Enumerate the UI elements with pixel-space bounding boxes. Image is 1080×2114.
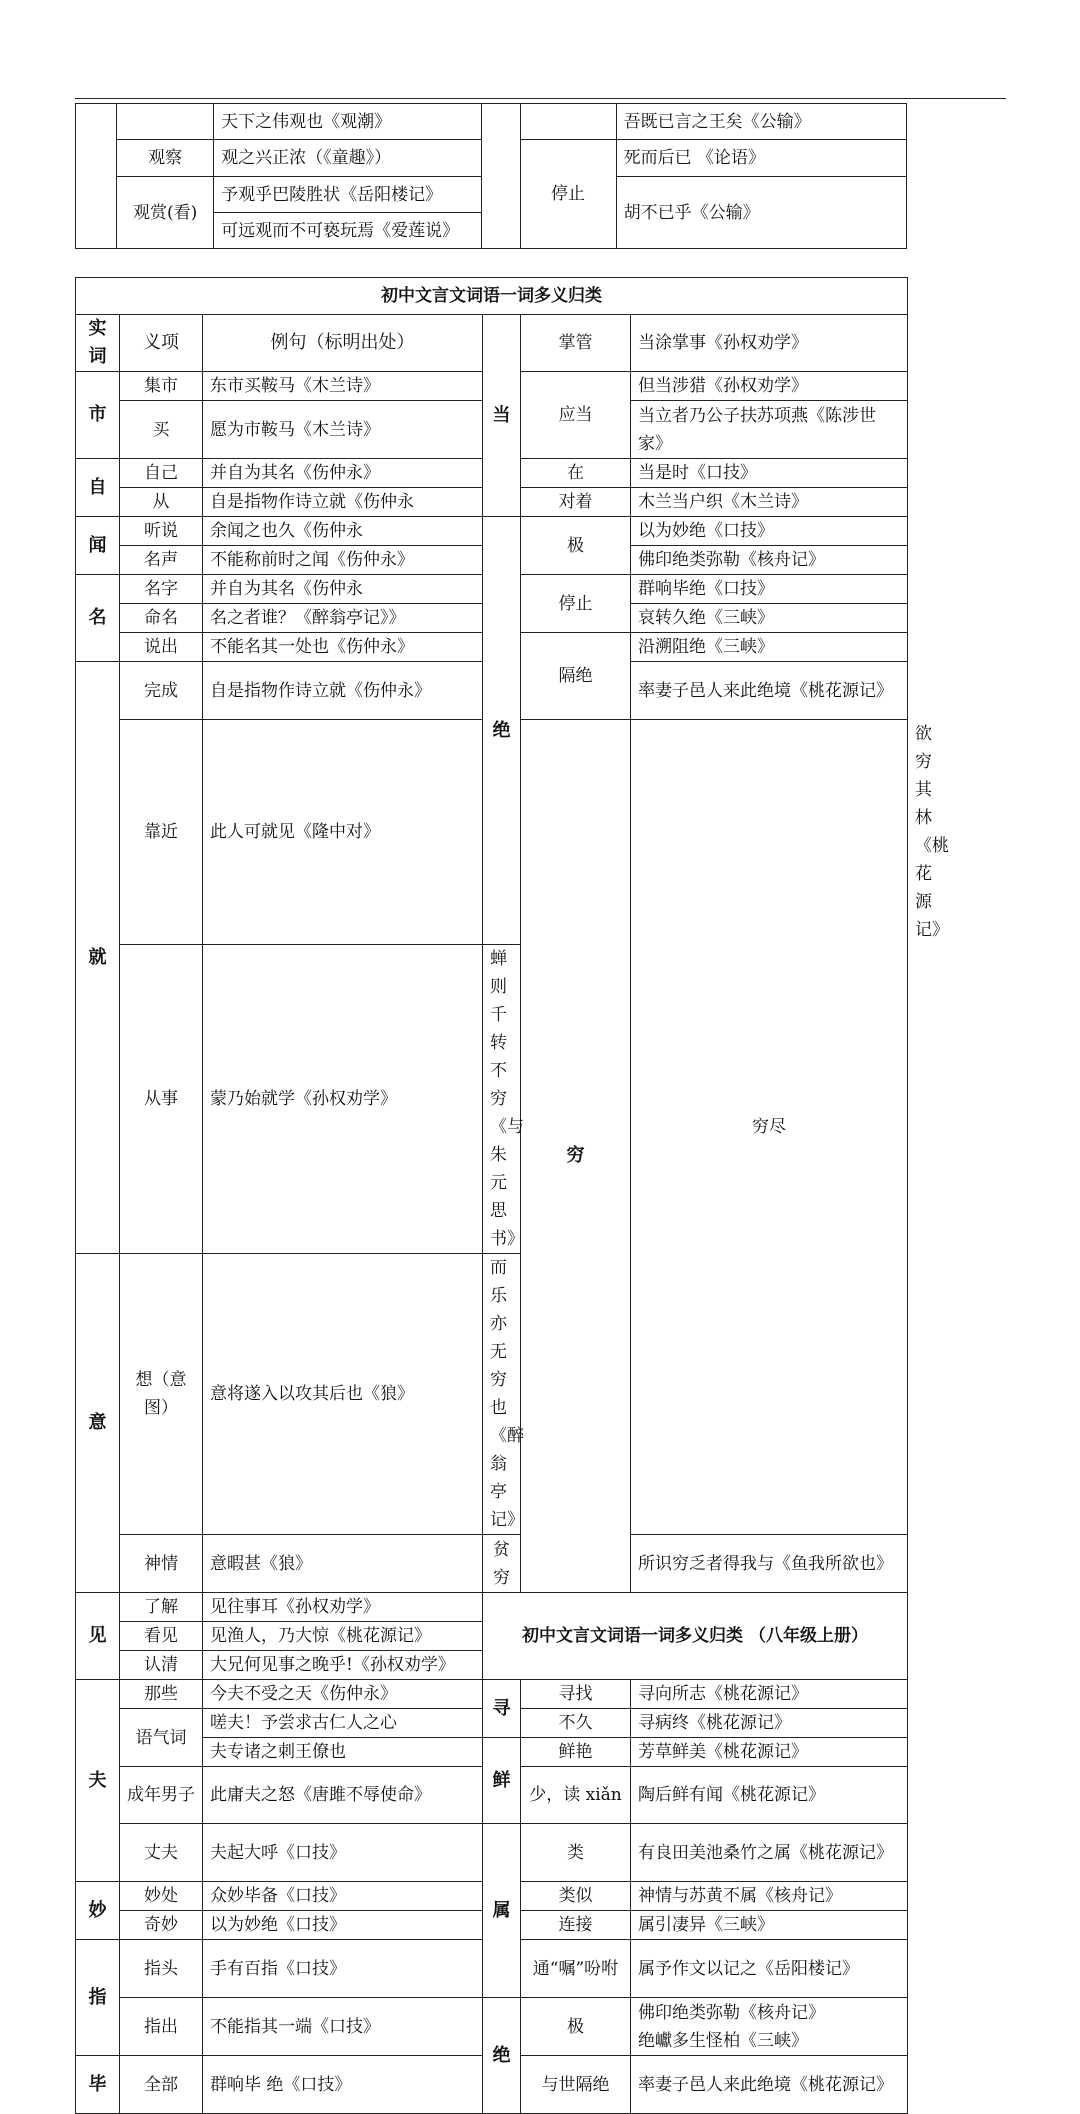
word-cell: 绝 [483,517,521,945]
table-row [76,1824,908,1882]
example-cell: 但当涉猎《孙权劝学》 [631,372,908,401]
example-cell: 死而后已 《论语》 [616,140,906,177]
example-cell: 并自为其名《伤仲永》 [203,459,483,488]
word-cell: 属 [483,1824,521,1998]
example-cell: 属引凄异《三峡》 [631,1911,908,1940]
meaning-cell: 认清 [120,1651,203,1680]
word-cell: 鲜 [483,1738,521,1824]
example-cell: 以为妙绝《口技》 [203,1911,483,1940]
example-cell: 众妙毕备《口技》 [203,1882,483,1911]
example-cell: 意暇甚《狼》 [203,1535,483,1593]
table-row [76,1593,908,1622]
meaning-cell: 名声 [120,546,203,575]
table-row [76,1680,908,1709]
example-cell: 嗟夫！予尝求古仁人之心 [203,1709,483,1738]
example-cell: 寻向所志《桃花源记》 [631,1680,908,1709]
meaning-cell: 妙处 [120,1882,203,1911]
word-cell: 名 [76,575,120,662]
meaning-cell: 指头 [120,1940,203,1998]
example-cell: 群响毕 绝《口技》 [203,2056,483,2114]
word-cell: 见 [76,1593,120,1680]
meaning-cell: 全部 [120,2056,203,2114]
example-cell: 而乐亦无穷也《醉翁亭记》 [483,1254,521,1535]
meaning-cell: 说出 [120,633,203,662]
example-cell: 见渔人，乃大惊《桃花源记》 [203,1622,483,1651]
example-cell: 东市买鞍马《木兰诗》 [203,372,483,401]
meaning-cell: 连接 [521,1911,631,1940]
example-cell: 群响毕绝《口技》 [631,575,908,604]
example-cell: 蝉则千转不穷《与朱元思书》 [483,945,521,1254]
example-cell: 蒙乃始就学《孙权劝学》 [203,945,483,1254]
meaning-cell: 观赏(看) [117,177,214,249]
table-title: 初中文言文词语一词多义归类 [76,278,908,315]
example-cell: 属予作文以记之《岳阳楼记》 [631,1940,908,1998]
table-row [76,1535,908,1593]
meaning-cell: 自己 [120,459,203,488]
table-row [76,517,908,546]
example-cell: 可远观而不可亵玩焉《爱莲说》 [214,213,482,249]
example-cell: 此人可就见《隆中对》 [203,720,483,945]
table-row [76,1998,908,2056]
meaning-cell: 不久 [521,1709,631,1738]
word-cell: 穷 [521,720,631,1593]
word-cell: 当 [483,315,521,517]
example-cell: 并自为其名《伤仲永 [203,575,483,604]
example-cell: 手有百指《口技》 [203,1940,483,1998]
meaning-cell: 贫穷 [483,1535,521,1593]
continuation-table [75,103,907,249]
header-meaning: 义项 [120,315,203,372]
example-cell: 寻病终《桃花源记》 [631,1709,908,1738]
meaning-cell: 类 [521,1824,631,1882]
meaning-cell: 类似 [521,1882,631,1911]
header-example: 例句（标明出处） [203,315,483,372]
example-cell: 有良田美池桑竹之属《桃花源记》 [631,1824,908,1882]
meaning-cell: 听说 [120,517,203,546]
example-cell: 不能称前时之闻《伤仲永》 [203,546,483,575]
example-cell: 予观乎巴陵胜状《岳阳楼记》 [214,177,482,213]
example-cell: 见往事耳《孙权劝学》 [203,1593,483,1622]
word-cell [482,104,520,249]
word-cell: 夫 [76,1680,120,1882]
example-cell: 此庸夫之怒《唐雎不辱使命》 [203,1767,483,1824]
example-cell: 大兄何见事之晚乎!《孙权劝学》 [203,1651,483,1680]
example-cell: 观之兴正浓（《童趣》） [214,140,482,177]
example-cell: 天下之伟观也《观潮》 [214,104,482,140]
example-cell: 所识穷乏者得我与《鱼我所欲也》 [631,1535,908,1593]
meaning-cell: 极 [521,1998,631,2056]
example-cell: 率妻子邑人来此绝境《桃花源记》 [631,662,908,720]
meaning-cell: 对着 [521,488,631,517]
meaning-cell: 从事 [120,945,203,1254]
meaning-cell: 少，读 xiǎn [521,1767,631,1824]
example-cell: 以为妙绝《口技》 [631,517,908,546]
example-cell: 胡不已乎《公输》 [616,177,906,249]
example-cell: 自是指物作诗立就《伤仲永 [203,488,483,517]
meaning-cell: 在 [521,459,631,488]
polysemy-table [75,277,950,2114]
word-cell: 闻 [76,517,120,575]
meaning-cell: 完成 [120,662,203,720]
meaning-cell: 那些 [120,1680,203,1709]
example-cell: 吾既已言之王矣《公输》 [616,104,906,140]
example-cell: 当涂掌事《孙权劝学》 [631,315,908,372]
word-cell: 毕 [76,2056,120,2114]
example-cell: 夫起大呼《口技》 [203,1824,483,1882]
example-cell: 芳草鲜美《桃花源记》 [631,1738,908,1767]
example-cell: 自是指物作诗立就《伤仲永》 [203,662,483,720]
meaning-cell: 名字 [120,575,203,604]
meaning-cell: 从 [120,488,203,517]
meaning-cell: 停止 [521,575,631,633]
meaning-cell: 想（意图） [120,1254,203,1535]
example-cell: 意将遂入以攻其后也《狼》 [203,1254,483,1535]
word-cell: 寻 [483,1680,521,1738]
meaning-cell: 隔绝 [521,633,631,720]
section-subtitle: 初中文言文词语一词多义归类 （八年级上册） [483,1593,908,1680]
example-cell: 夫专诸之刺王僚也 [203,1738,483,1767]
meaning-cell: 寻找 [521,1680,631,1709]
table-row [76,104,907,140]
word-cell [76,104,117,249]
meaning-cell: 命名 [120,604,203,633]
example-cell: 当立者乃公子扶苏项燕《陈涉世家》 [631,401,908,459]
meaning-cell: 神情 [120,1535,203,1593]
table-row: 靠近 此人可就见《隆中对》 穷 穷尽 欲穷其林《桃花源记》 [76,720,908,945]
example-line: 绝巘多生怪柏《三峡》 [638,2030,808,2051]
table-title-row [76,278,908,315]
example-cell: 愿为市鞍马《木兰诗》 [203,401,483,459]
example-cell: 木兰当户织《木兰诗》 [631,488,908,517]
example-cell: 率妻子邑人来此绝境《桃花源记》 [631,2056,908,2114]
meaning-cell: 通“嘱”吩咐 [521,1940,631,1998]
meaning-cell: 看见 [120,1622,203,1651]
meaning-cell: 成年男子 [120,1767,203,1824]
meaning-cell: 鲜艳 [521,1738,631,1767]
example-cell: 哀转久绝《三峡》 [631,604,908,633]
example-cell [631,1998,908,2056]
meaning-cell: 语气词 [120,1709,203,1767]
meaning-cell [117,104,214,140]
example-cell: 沿溯阻绝《三峡》 [631,633,908,662]
meaning-cell: 极 [521,517,631,575]
meaning-cell: 买 [120,401,203,459]
word-cell: 指 [76,1940,120,2056]
example-cell: 余闻之也久《伤仲永 [203,517,483,546]
meaning-cell: 停止 [520,140,616,249]
meaning-cell: 了解 [120,1593,203,1622]
example-cell: 不能名其一处也《伤仲永》 [203,633,483,662]
meaning-cell: 集市 [120,372,203,401]
word-cell: 意 [76,1254,120,1593]
meaning-cell: 奇妙 [120,1911,203,1940]
example-cell: 神情与苏黄不属《核舟记》 [631,1882,908,1911]
meaning-cell: 与世隔绝 [521,2056,631,2114]
word-cell: 市 [76,372,120,459]
example-cell: 不能指其一端《口技》 [203,1998,483,2056]
meaning-cell: 靠近 [120,720,203,945]
example-cell: 陶后鲜有闻《桃花源记》 [631,1767,908,1824]
meaning-cell: 穷尽 [631,720,908,1535]
meaning-cell: 指出 [120,1998,203,2056]
word-cell: 妙 [76,1882,120,1940]
table-header-row [76,315,908,372]
example-cell: 佛印绝类弥勒《核舟记》 [631,546,908,575]
example-cell: 当是时《口技》 [631,459,908,488]
word-cell: 绝 [483,1998,521,2114]
header-word: 实词 [76,315,120,372]
meaning-cell: 丈夫 [120,1824,203,1882]
example-cell: 今夫不受之天《伤仲永》 [203,1680,483,1709]
example-cell: 名之者谁？《醉翁亭记》》 [203,604,483,633]
example-line: 佛印绝类弥勒《核舟记》 [638,2002,825,2023]
word-cell: 就 [76,662,120,1254]
word-cell: 自 [76,459,120,517]
meaning-cell: 应当 [521,372,631,459]
meaning-cell [520,104,616,140]
header-rule [75,98,1006,99]
meaning-cell: 观察 [117,140,214,177]
meaning-cell: 掌管 [521,315,631,372]
